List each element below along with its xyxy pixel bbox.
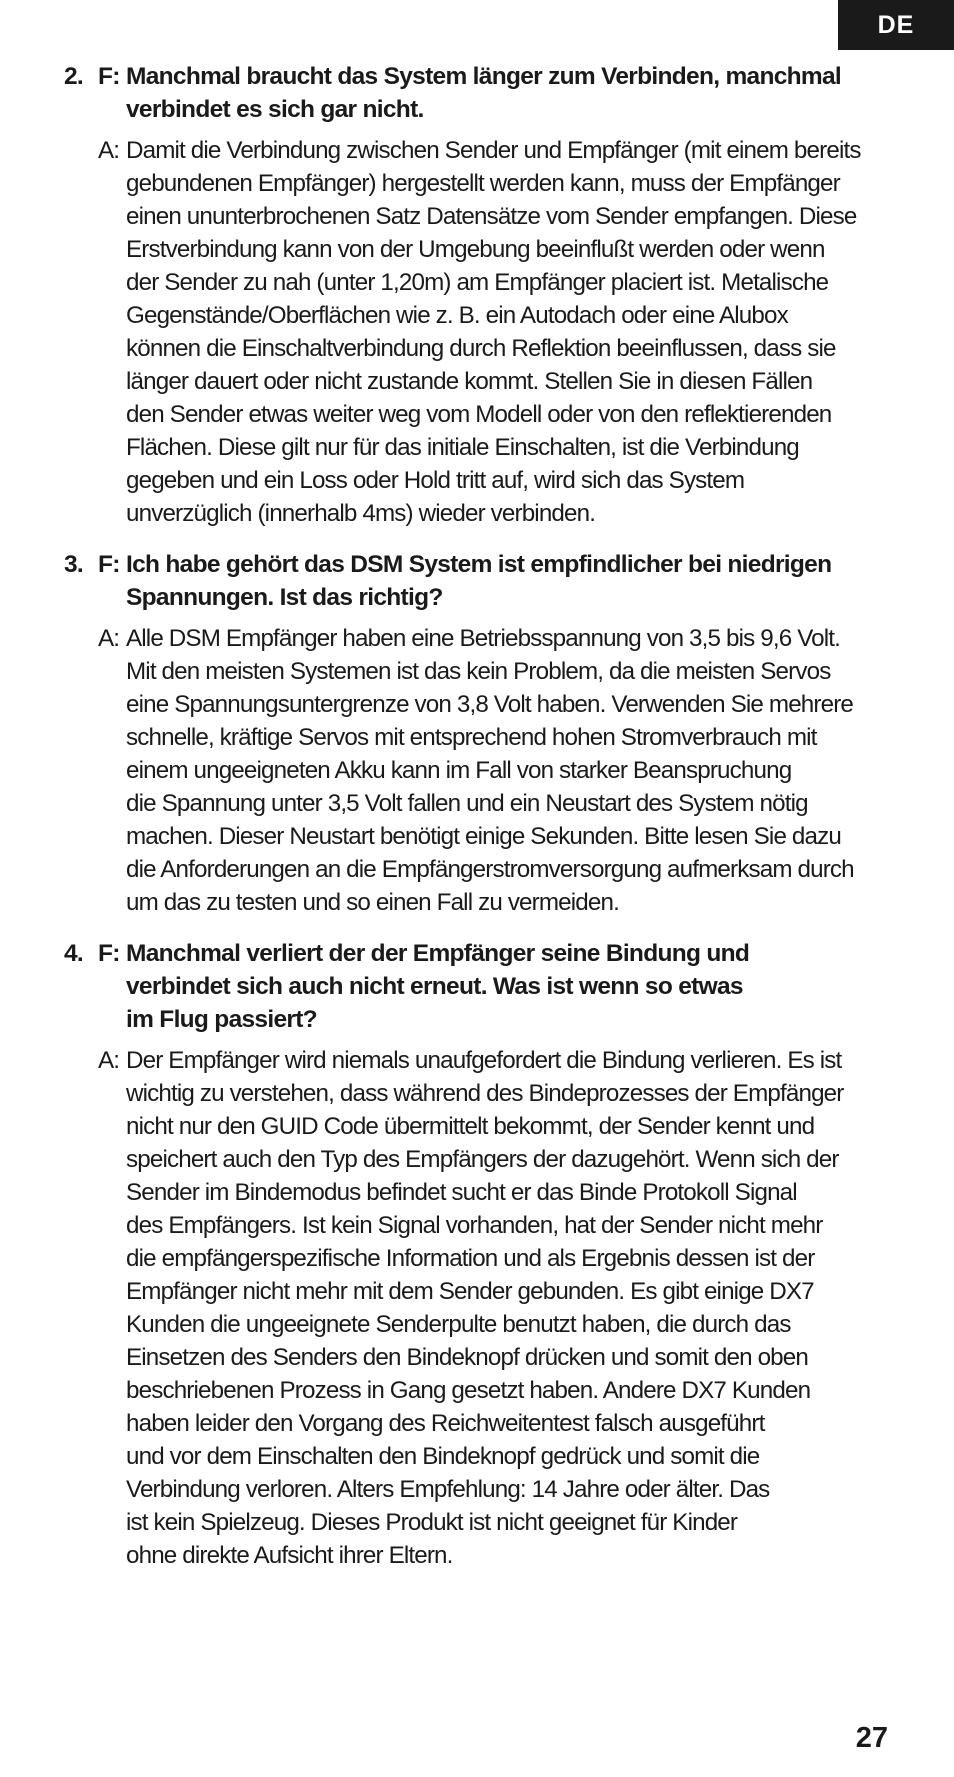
page-number: 27 [855,1722,888,1754]
faq-item-4 [64,937,904,1572]
question-prefix: F: [98,63,120,90]
faq-item-2 [64,60,904,530]
language-tab [838,0,954,50]
faq-answer [64,134,904,530]
faq-number: 4. [64,940,84,967]
faq-answer [64,1044,904,1572]
question-text: Ich habe gehört das DSM System ist empfindlicher bei niedrigen Spannungen. Ist das richtig? [126,551,832,611]
answer-prefix: A: [98,137,120,164]
faq-list [64,60,904,1590]
faq-number: 2. [64,63,84,90]
language-tab-label: DE [877,10,915,39]
question-text: Manchmal braucht das System länger zum Verbinden, manchmal verbindet es sich gar nicht. [126,63,842,123]
question-text: Manchmal verliert der der Empfänger seine Bindung und verbindet sich auch nicht erneut. Was ist wenn so etwas im Flug passiert? [126,940,750,1033]
faq-question [64,60,904,126]
answer-prefix: A: [98,625,120,652]
faq-question [64,937,904,1036]
question-prefix: F: [98,551,120,578]
faq-answer [64,622,904,919]
faq-question [64,548,904,614]
answer-text: Alle DSM Empfänger haben eine Betriebsspannung von 3,5 bis 9,6 Volt. Mit den meisten Systemen ist das kein Problem, da die meisten Servos eine Spannungsuntergrenze von 3,8 Volt haben. Verwenden Sie mehrere schnelle, kräftige Servos mit entsprechend hohen Stromverbrauch mit einem ungeeigneten Akku kann im Fall von starker Beanspruchung die Spannung unter 3,5 Volt fallen und ein Neustart des System nötig machen. Dieser Neustart benötigt einige Sekunden. Bitte lesen Sie dazu die Anforderungen an die Empfängerstromversorgung aufmerksam durch um das zu testen und so einen Fall zu vermeiden. [126,625,854,916]
answer-text: Damit die Verbindung zwischen Sender und Empfänger (mit einem bereits gebundenen Empfänger) hergestellt werden kann, muss der Empfänger einen ununterbrochenen Satz Datensätze vom Sender empfangen. Diese Erstverbindung kann von der Umgebung beeinflußt werden oder wenn der Sender zu nah (unter 1,20m) am Empfänger placiert ist. Metalische Gegenstände/Oberflächen wie z. B. ein Autodach oder eine Alubox können die Einschaltverbindung durch Reflektion beeinflussen, dass sie länger dauert oder nicht zustande kommt. Stellen Sie in diesen Fällen den Sender etwas weiter weg vom Modell oder von den reflektierenden Flächen. Diese gilt nur für das initiale Einschalten, ist die Verbindung gegeben und ein Loss oder Hold tritt auf, wird sich das System unverzüglich (innerhalb 4ms) wieder verbinden. [126,137,861,527]
answer-text: Der Empfänger wird niemals unaufgefordert die Bindung verlieren. Es ist wichtig zu verstehen, dass während des Bindeprozesses der Empfänger nicht nur den GUID Code übermittelt bekommt, der Sender kennt und speichert auch den Typ des Empfängers der dazugehört. Wenn sich der Sender im Bindemodus befindet sucht er das Binde Protokoll Signal des Empfängers. Ist kein Signal vorhanden, hat der Sender nicht mehr die empfängerspezifische Information und als Ergebnis dessen ist der Empfänger nicht mehr mit dem Sender gebunden. Es gibt einige DX7 Kunden die ungeeignete Senderpulte benutzt haben, die durch das Einsetzen des Senders den Bindeknopf drücken und somit den oben beschriebenen Prozess in Gang gesetzt haben. Andere DX7 Kunden haben leider den Vorgang des Reichweitentest falsch ausgeführt und vor dem Einschalten den Bindeknopf gedrück und somit die Verbindung verloren. Alters Empfehlung: 14 Jahre oder älter. Das ist kein Spielzeug. Dieses Produkt ist nicht geeignet für Kinder ohne direkte Aufsicht ihrer Eltern. [126,1047,844,1569]
answer-prefix: A: [98,1047,120,1074]
faq-item-3 [64,548,904,919]
faq-number: 3. [64,551,84,578]
question-prefix: F: [98,940,120,967]
